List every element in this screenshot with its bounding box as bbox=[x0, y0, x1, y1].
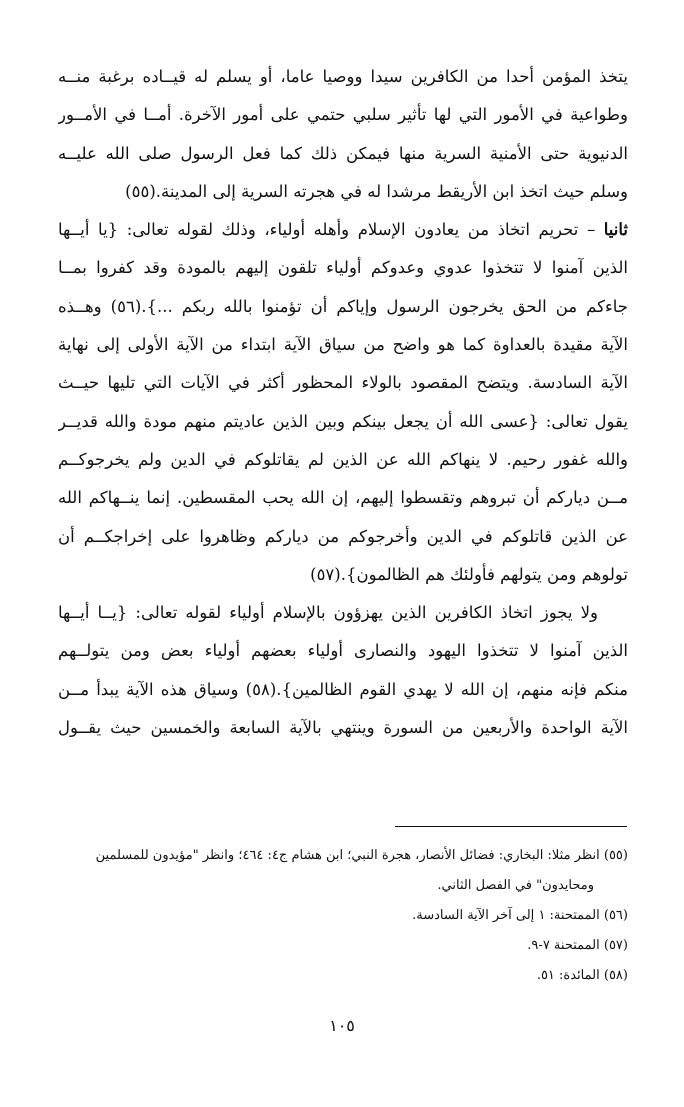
footnote-continuation: ومحايدون" في الفصل الثاني. bbox=[437, 878, 594, 893]
text-line: تولوهم ومن يتولهم فأولئك هم الظالمون}.(٥٧) bbox=[310, 564, 628, 584]
text-line: منكم فإنه منهم، إن الله لا يهدي القوم الظالمين}.(٥٨) وسياق هذه الآية يبدأ مــن bbox=[58, 679, 628, 699]
lead-separator: – bbox=[578, 220, 604, 240]
footnote: (٥٨) المائدة: ٥١. bbox=[536, 968, 628, 983]
text-line: يقول تعالى: {عسى الله أن يجعل بينكم وبين الذين عاديتم منهم مودة والله قديــر bbox=[58, 411, 628, 431]
text-line: والله غفور رحيم. لا ينهاكم الله عن الذين لم يقاتلوكم في الدين ولم يخرجوكــم bbox=[58, 449, 628, 469]
text-line: وطواعية في الأمور التي لها تأثير سلبي حتمي على أمور الآخرة. أمــا في الأمــور bbox=[58, 105, 628, 125]
footnotes bbox=[58, 842, 628, 992]
text-line: مــن دياركم أن تبروهم وتقسطوا إليهم، إن الله يحب المقسطين. إنما ينــهاكم الله bbox=[58, 488, 628, 508]
text-line: الذين آمنوا لا تتخذوا عدوي وعدوكم أولياء تلقون إليهم بالمودة وقد كفروا بمــا bbox=[58, 258, 628, 278]
text-line-rest: تحريم اتخاذ من يعادون الإسلام وأهله أولياء، وذلك لقوله تعالى: {يا أيــها bbox=[58, 220, 579, 240]
text-line: جاءكم من الحق يخرجون الرسول وإياكم أن تؤمنوا بالله ربكم ...}.(٥٦) وهــذه bbox=[58, 296, 628, 316]
text-line: ولا يجوز اتخاذ الكافرين الذين يهزؤون بالإسلام أولياء لقوله تعالى: {يــا أيــها bbox=[58, 603, 598, 623]
page-number: ١٠٥ bbox=[329, 1016, 355, 1035]
text-line: الآية مقيدة بالعداوة كما هو واضح من سياق الآية ابتداء من الآية الأولى إلى نهاية bbox=[58, 335, 628, 355]
body-text bbox=[58, 58, 628, 747]
text-line: وسلم حيث اتخذ ابن الأريقط مرشدا له في هجرته السرية إلى المدينة.(٥٥) bbox=[125, 181, 628, 201]
text-line: عن الذين قاتلوكم في الدين وأخرجوكم من دياركم وظاهروا على إخراجكــم أن bbox=[58, 526, 628, 546]
text-line: يتخذ المؤمن أحدا من الكافرين سيدا ووصيا عاما، أو يسلم له قيــاده برغبة منــه bbox=[58, 67, 628, 86]
footnote: (٥٧) الممتحنة ٧-٩. bbox=[527, 938, 628, 953]
footnote: (٥٥) انظر مثلا: البخاري: فضائل الأنصار، هجرة النبي؛ ابن هشام ج٤: ٤٦٤؛ وانظر "مؤيدون للمسلمين bbox=[95, 848, 628, 863]
text-line bbox=[58, 211, 628, 249]
footnote-divider bbox=[395, 826, 627, 827]
section-lead: ثانيا bbox=[603, 220, 628, 240]
text-line: الذين آمنوا لا تتخذوا اليهود والنصارى أولياء بعضهم أولياء بعض ومن يتولــهم bbox=[58, 641, 628, 661]
text-line: الآية الواحدة والأربعين من السورة وينتهي بالآية السابعة والخمسين حيث يقــول bbox=[58, 718, 628, 738]
text-line: الدنيوية حتى الأمنية السرية منها فيمكن ذلك كما فعل الرسول صلى الله عليــه bbox=[58, 143, 628, 163]
footnote: (٥٦) الممتحنة: ١ إلى آخر الآية السادسة. bbox=[412, 908, 628, 923]
text-line: الآية السادسة. ويتضح المقصود بالولاء المحظور أكثر في الآيات التي تليها حيــث bbox=[58, 373, 628, 393]
